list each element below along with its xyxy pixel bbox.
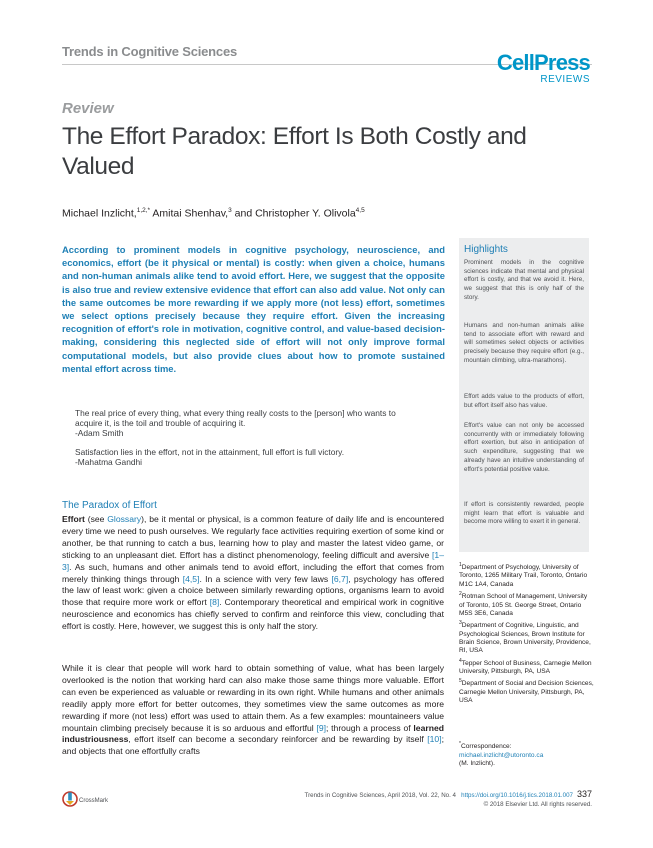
affiliation-sup: 5 — [459, 678, 462, 685]
body-text-run: ), be it mental or physical, is a common feature of daily life and is encountered every time we need to push ourselves. We regularly face activities requiring exertion of some kind or another, be that running to catch a bus, learning how to play and master the latest video game, or sticking to an unpleasant diet. Effort has a distinct phenomenology, feeling difficult and aversive — [62, 514, 444, 560]
article-title: The Effort Paradox: Effort Is Both Costly and Valued — [62, 123, 527, 180]
page-footer — [200, 790, 592, 809]
author-2-sup: 3 — [228, 207, 232, 214]
affiliation-item — [459, 657, 594, 677]
correspondence-star: * — [459, 741, 461, 747]
affiliation-text: Department of Social and Decision Sciences, Carnegie Mellon University, Pittsburgh, PA, USA — [459, 680, 594, 705]
affiliation-text: Tepper School of Business, Carnegie Mellon University, Pittsburgh, PA, USA — [459, 659, 592, 676]
quote-1-author: -Adam Smith — [75, 428, 124, 439]
abstract: According to prominent models in cognitive psychology, neuroscience, and economics, effort (be it physical or mental) is costly: when given a choice, humans and non-human animals alike tend to avoid effort. Here, we suggest that the opposite is also true and review extensive evidence that effort can also add value. Not only can the same outcomes be more rewarding if we apply more (not less) effort, sometimes we select options precisely because they require effort. Given the increasing recognition of effort's role in motivation, cognitive control, and value-based decision-making, considering this neglected side of effort will not only improve formal computational models, but also provide clues about how to promote sustained mental effort across time. — [62, 244, 445, 374]
body-text-run: . Contemporary theoretical and empirical work in cognitive neuroscience and economics has chiefly served to confirm and reinforce this view, concluding that effort is costly. Here, however, we suggest this is only half the story. — [62, 597, 444, 632]
author-3: and Christopher Y. Olivola — [231, 207, 356, 220]
affiliation-item — [459, 677, 594, 705]
affiliation-sup: 4 — [459, 657, 462, 664]
correspondence — [459, 740, 594, 768]
highlight-item: Prominent models in the cognitive sciences indicate that mental and physical effort is costly, and that we avoid it. Here, we suggest that this is only half of the story. — [464, 259, 584, 301]
highlight-item: If effort is consistently rewarded, people might learn that effort is valuable and become more willing to exert it in general. — [464, 501, 584, 526]
body-paragraph-1 — [62, 514, 444, 633]
page-number: 337 — [576, 789, 592, 799]
affiliation-text: Rotman School of Management, University of Toronto, 105 St. George Street, Ontario M5S 3E6, Canada — [459, 593, 588, 617]
body-text-run: , effort itself can become a secondary reinforcer and be rewarding by itself — [128, 734, 428, 745]
body-text-run: (see — [84, 514, 108, 524]
body-text-run: ; through a process of — [326, 722, 414, 733]
cellpress-logo — [490, 52, 590, 85]
term-effort: Effort — [62, 514, 85, 524]
affiliation-item — [459, 561, 594, 589]
crossmark-label: CrossMark — [79, 798, 109, 804]
body-text-run: . As such, humans and other animals tend to avoid effort, including the effort that comes from merely thinking things through — [62, 561, 444, 584]
quote-2-text: Satisfaction lies in the effort, not in the attainment, full effort is full victory. — [75, 446, 345, 457]
body-text-run: While it is clear that people will work hard to obtain something of value, what has been largely overlooked is the notion that working hard can also make those same things more valuable. Effort can even be experienced as valuable or rewarding in its own right. While humans and other animals readily apply more effort for better outcomes, they sometimes view the same outcomes as more rewarding if more (not less) effort was used to attain them. As a few examples: mountaineers value mountain climbing precisely because it is so arduous and effortful — [62, 663, 444, 733]
glossary-link[interactable]: Glossary — [107, 514, 142, 524]
logo-sub-text: REVIEWS — [540, 74, 590, 85]
citation-link[interactable]: [9] — [316, 722, 326, 733]
author-2: Amitai Shenhav, — [150, 207, 229, 220]
crossmark-badge[interactable] — [62, 790, 122, 808]
affiliation-text: Department of Psychology, University of Toronto, 1265 Military Trail, Toronto, Ontario M1C 1A4, Canada — [459, 564, 588, 588]
affiliation-sup: 3 — [459, 620, 462, 627]
citation-link[interactable]: [4,5] — [182, 573, 200, 584]
section-heading: The Paradox of Effort — [62, 500, 157, 511]
article-type: Review — [62, 100, 114, 117]
footer-doi-link[interactable]: https://doi.org/10.1016/j.tics.2018.01.007 — [461, 792, 573, 799]
highlight-item: Humans and non-human animals alike tend to associate effort with reward and will sometimes select objects or activities precisely because they require effort (e.g., mountain climbing, ultra-marathons). — [464, 322, 584, 364]
correspondence-label: Correspondence: — [460, 743, 512, 751]
author-3-sup: 4,5 — [355, 207, 365, 214]
affiliation-sup: 1 — [459, 562, 462, 568]
journal-name: Trends in Cognitive Sciences — [62, 44, 238, 59]
body-text-run: ; and objects that one effortfully crafts — [62, 734, 444, 757]
affiliation-item — [459, 619, 594, 655]
logo-main-text: CellPress — [496, 50, 590, 75]
affiliations — [459, 561, 594, 706]
citation-link[interactable]: [1–3] — [62, 549, 444, 572]
highlights-title: Highlights — [464, 244, 508, 255]
author-1-sup: 1,2,* — [136, 207, 151, 214]
quote-1-text: The real price of every thing, what every thing really costs to the [person] who wants to acquire it, is the toil and trouble of acquiring it. — [75, 408, 396, 429]
citation-link[interactable]: [8] — [209, 597, 220, 608]
footer-copyright: © 2018 Elsevier Ltd. All rights reserved. — [483, 801, 592, 808]
body-paragraph-2 — [62, 663, 444, 758]
body-text-run: . In a science with very few laws — [199, 573, 332, 584]
citation-link[interactable]: [6,7] — [331, 573, 349, 584]
highlight-item: Effort adds value to the products of effort, but effort itself also has value. — [464, 393, 584, 409]
citation-link[interactable]: [10] — [427, 734, 442, 745]
correspondence-name: (M. Inzlicht). — [459, 760, 495, 767]
term-learned-industriousness: learned industriousness — [62, 722, 444, 745]
correspondence-email-link[interactable]: michael.inzlicht@utoronto.ca — [459, 751, 544, 759]
affiliation-text: Department of Cognitive, Linguistic, and Psychological Sciences, Brown Institute for Brain Science, Brown University, Providence, RI, USA — [459, 622, 591, 655]
author-1: Michael Inzlicht, — [62, 207, 137, 220]
author-list — [62, 207, 365, 220]
affiliation-sup: 2 — [459, 591, 462, 598]
epigraph-quotes — [75, 408, 425, 475]
crossmark-icon — [62, 790, 122, 808]
highlight-item: Effort's value can not only be accessed concurrently with or immediately following effort exertion, but also in anticipation of such expenditure, suggesting that we already have an intuitive understanding of effort's potential positive value. — [464, 422, 584, 473]
highlights-box — [459, 238, 589, 552]
body-text-run: , psychology has offered the law of least work: given a choice between similarly rewarding options, organisms learn to avoid those that require more work or effort — [62, 573, 444, 608]
footer-citation: Trends in Cognitive Sciences, April 2018, Vol. 22, No. 4 — [304, 792, 456, 799]
quote-2-author: -Mahatma Gandhi — [75, 456, 143, 467]
affiliation-item — [459, 590, 594, 618]
